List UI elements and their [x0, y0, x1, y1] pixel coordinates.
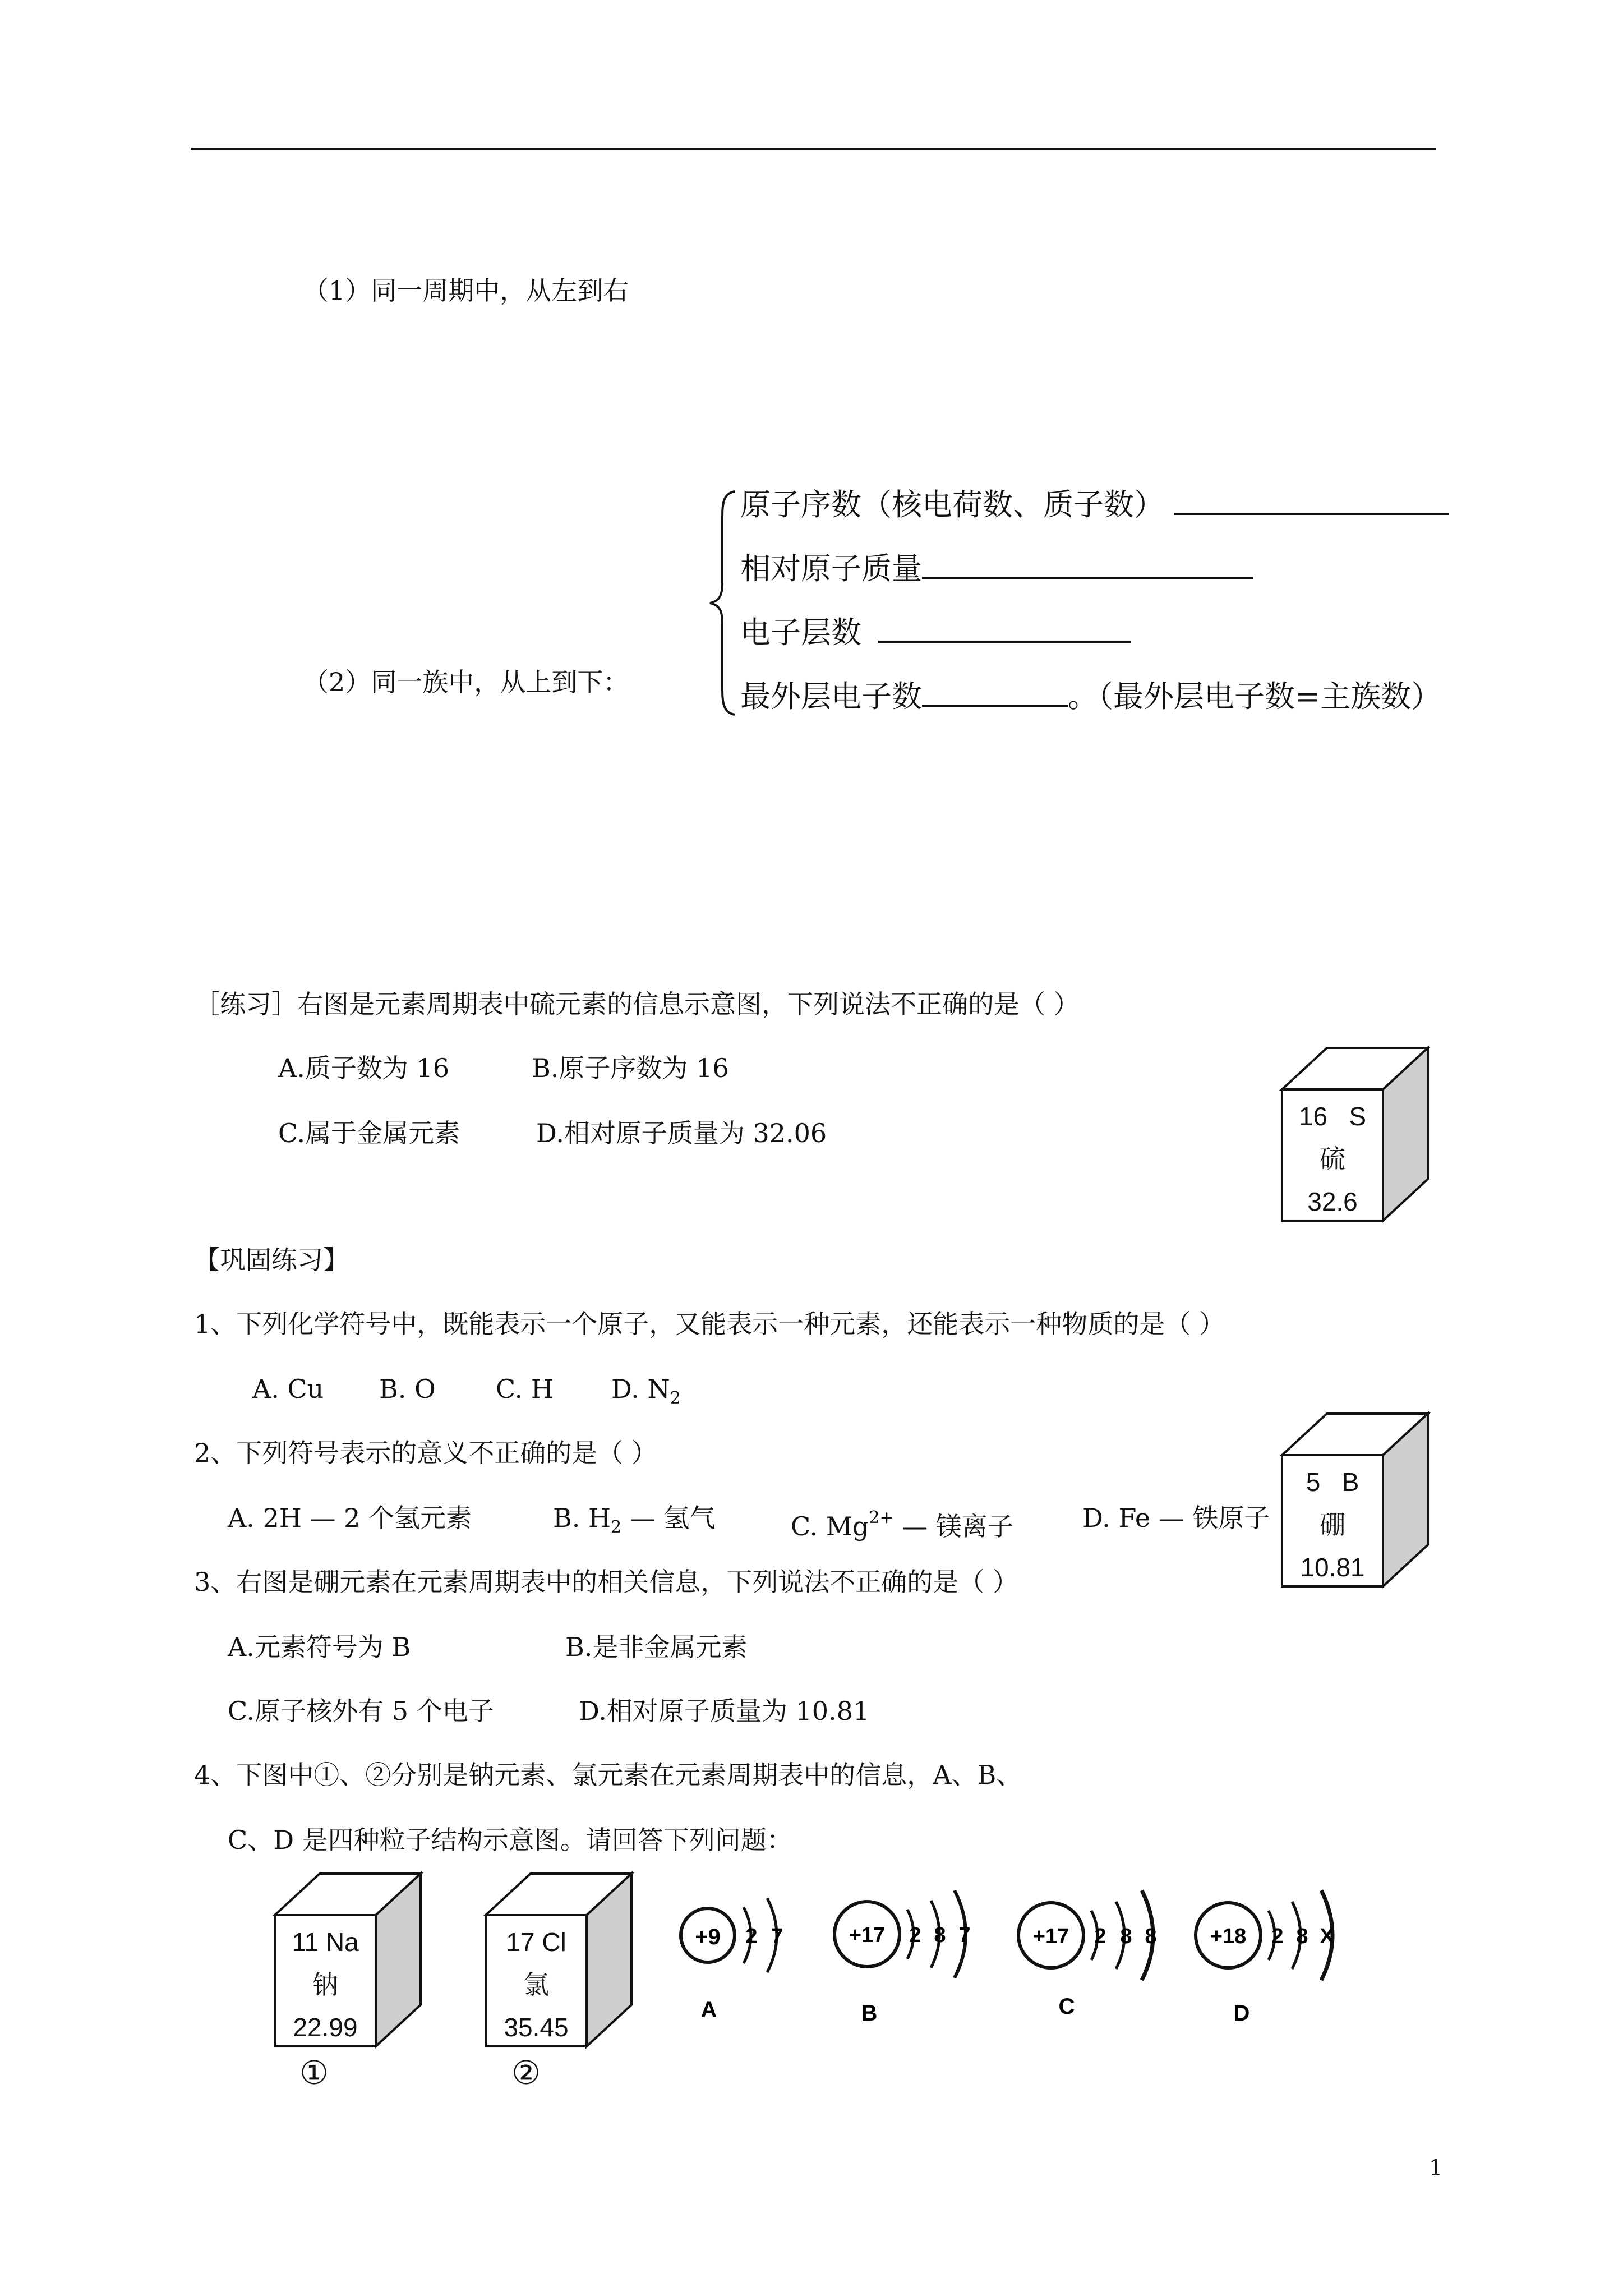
- q3-text: 3、右图是硼元素在元素周期表中的相关信息，下列说法不正确的是（ ）: [194, 1567, 1018, 1597]
- element-mass: 32.6: [1307, 1187, 1358, 1216]
- element-number: 16: [1298, 1102, 1328, 1131]
- element-name: 硫: [1320, 1144, 1345, 1174]
- shell-1-electrons: 2: [1094, 1925, 1106, 1948]
- q2-option-d: D. Fe — 铁原子: [1082, 1503, 1270, 1533]
- q2-option-b: [553, 1501, 716, 1544]
- particle-label: D: [1233, 2001, 1250, 2026]
- q2-option-c-main: C. Mg: [791, 1511, 869, 1542]
- particle-label: C: [1058, 1994, 1075, 2019]
- q1-option-d-sub: 2: [670, 1388, 681, 1408]
- sodium-mark: ①: [299, 2054, 329, 2092]
- element-mass: 35.45: [504, 2013, 569, 2042]
- particle-label: A: [700, 1998, 717, 2022]
- item-suffix: 。（最外层电子数=主族数）: [1068, 679, 1442, 714]
- element-number: 5: [1306, 1467, 1321, 1497]
- sodium-element-cube: [271, 1870, 423, 2050]
- chlorine-mark: ②: [511, 2054, 541, 2092]
- shell-2-electrons: 8: [1296, 1925, 1308, 1948]
- particle-label: B: [861, 2001, 878, 2026]
- item-text: 电子层数: [740, 615, 861, 650]
- element-name: 钠: [312, 1970, 338, 2000]
- answer-blank[interactable]: [1174, 487, 1449, 515]
- q2-option-c: [791, 1501, 1013, 1543]
- answer-blank[interactable]: [878, 615, 1131, 643]
- q3-option-c: C.原子核外有 5 个电子: [228, 1696, 494, 1726]
- sulfur-element-cube: [1279, 1045, 1430, 1224]
- section2-item-atomic-mass: [740, 550, 1253, 588]
- nucleus-charge: +17: [1032, 1925, 1069, 1948]
- shell-3-electrons: 8: [1145, 1925, 1157, 1948]
- element-mass: 10.81: [1300, 1553, 1365, 1582]
- shell-3-electrons: 7: [958, 1924, 971, 1947]
- section2-label: （2）同一族中，从上到下：: [303, 667, 629, 697]
- q2-option-c-rest: — 镁离子: [893, 1511, 1013, 1542]
- q1-option-d: [611, 1372, 681, 1415]
- shell-1-electrons: 2: [745, 1925, 758, 1948]
- q2-option-b-main: B. H: [553, 1503, 611, 1533]
- chlorine-element-cube: [482, 1870, 634, 2050]
- page-number: 1: [1429, 2155, 1443, 2180]
- particle-diagrams: [667, 1874, 1391, 2042]
- q1-option-b: B. O: [379, 1374, 436, 1404]
- q2-text: 2、下列符号表示的意义不正确的是（ ）: [194, 1438, 657, 1468]
- particle-b: [834, 1890, 971, 2026]
- element-number-symbol: 17 Cl: [506, 1927, 566, 1957]
- item-text: 相对原子质量: [740, 551, 922, 586]
- q1-text: 1、下列化学符号中，既能表示一个原子，又能表示一种元素，还能表示一种物质的是（ ）: [194, 1309, 1225, 1339]
- element-symbol: B: [1341, 1467, 1359, 1497]
- practice-question: ［练习］右图是元素周期表中硫元素的信息示意图，下列说法不正确的是（ ）: [194, 989, 1080, 1019]
- q1-option-d-main: D. N: [611, 1374, 670, 1404]
- q1-option-c: C. H: [496, 1374, 554, 1404]
- particle-d: [1196, 1890, 1334, 2026]
- element-mass: 22.99: [293, 2013, 358, 2042]
- answer-blank[interactable]: [922, 679, 1068, 707]
- element-symbol: S: [1349, 1102, 1367, 1131]
- nucleus-charge: +18: [1210, 1925, 1247, 1948]
- shell-1-electrons: 2: [1271, 1925, 1284, 1948]
- item-text: 原子序数（核电荷数、质子数）: [740, 487, 1164, 522]
- item-text: 最外层电子数: [740, 679, 922, 714]
- q3-option-b: B.是非金属元素: [565, 1632, 748, 1662]
- q4-line2: C、D 是四种粒子结构示意图。请回答下列问题：: [228, 1825, 792, 1855]
- consolidate-heading: 【巩固练习】: [194, 1245, 349, 1275]
- curly-brace: [706, 488, 739, 718]
- q4-line1: 4、下图中①、②分别是钠元素、氯元素在元素周期表中的信息，A、B、: [194, 1760, 1022, 1790]
- practice-option-a: A.质子数为 16: [278, 1053, 449, 1083]
- section2-item-atomic-number: [740, 486, 1449, 524]
- q2-option-b-sub: 2: [611, 1517, 622, 1537]
- practice-option-b: B.原子序数为 16: [532, 1053, 729, 1083]
- boron-element-cube: [1279, 1410, 1430, 1590]
- shell-1-electrons: 2: [909, 1924, 921, 1947]
- q1-option-a: A. Cu: [252, 1374, 324, 1404]
- q2-option-a: A. 2H — 2 个氢元素: [228, 1503, 472, 1533]
- section2-item-outer-electrons: [740, 678, 1441, 716]
- nucleus-charge: +17: [849, 1924, 886, 1947]
- practice-option-d: D.相对原子质量为 32.06: [536, 1118, 827, 1148]
- shell-2-electrons: 8: [934, 1924, 946, 1947]
- q3-option-d: D.相对原子质量为 10.81: [579, 1696, 870, 1726]
- nucleus-charge: +9: [695, 1925, 721, 1949]
- q2-option-c-sup: 2+: [869, 1508, 894, 1527]
- shell-2-electrons: 7: [771, 1925, 783, 1948]
- particle-c: [1018, 1890, 1157, 2019]
- answer-blank[interactable]: [922, 551, 1253, 579]
- section1-line: （1）同一周期中，从左到右: [303, 275, 629, 306]
- q3-option-a: A.元素符号为 B: [228, 1632, 411, 1662]
- shell-2-electrons: 8: [1120, 1925, 1132, 1948]
- shell-3-electrons: X: [1320, 1925, 1334, 1948]
- q2-option-b-rest: — 氢气: [621, 1503, 716, 1533]
- particle-a: [681, 1898, 783, 2022]
- section2-item-shell-count: [740, 614, 1131, 652]
- element-number-symbol: 11 Na: [292, 1927, 359, 1957]
- element-name: 硼: [1320, 1510, 1345, 1540]
- practice-option-c: C.属于金属元素: [278, 1118, 460, 1148]
- header-rule: [191, 148, 1436, 150]
- element-name: 氯: [523, 1970, 549, 2000]
